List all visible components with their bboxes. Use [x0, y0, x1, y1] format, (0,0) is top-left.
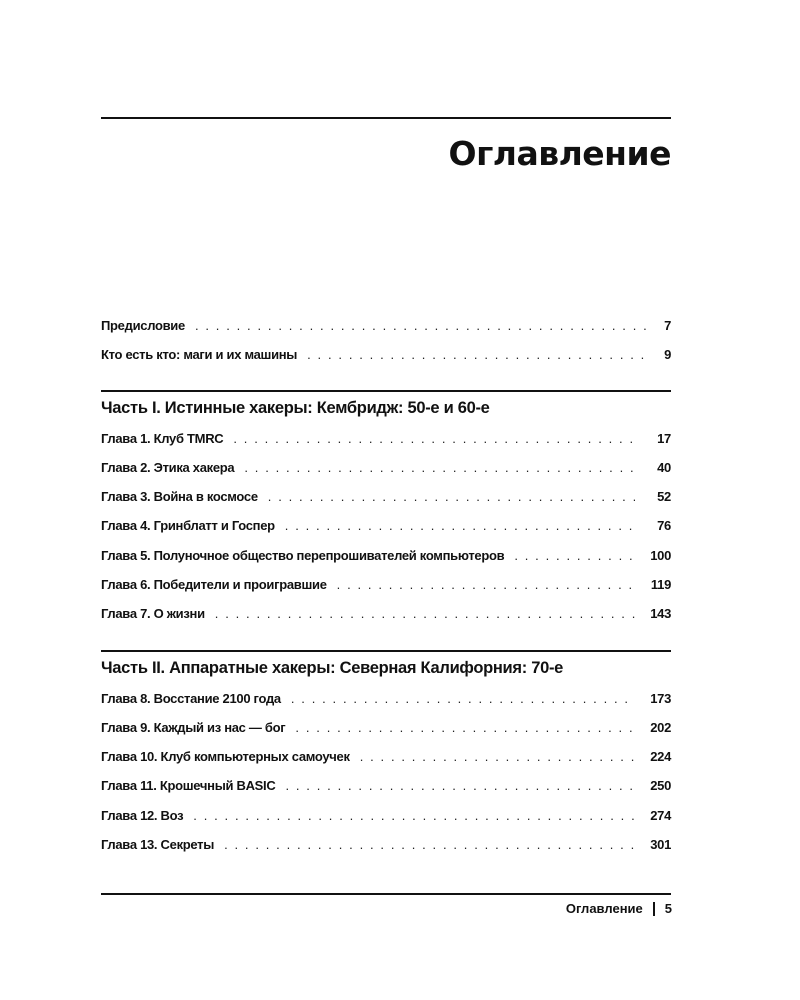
toc-entry-page: 301 — [650, 837, 671, 852]
toc-entry-page: 250 — [650, 778, 671, 793]
toc-entry-chapter-5[interactable] — [101, 546, 671, 566]
toc-entry-page: 274 — [650, 808, 671, 823]
toc-entry-label: Глава 11. Крошечный BASIC — [101, 778, 276, 793]
toc-entry-page: 7 — [664, 318, 671, 333]
dot-leader — [291, 689, 635, 709]
toc-entry-label: Глава 10. Клуб компьютерных самоучек — [101, 749, 350, 764]
toc-entry-label: Глава 6. Победители и проигравшие — [101, 577, 327, 592]
toc-entry-chapter-11[interactable] — [101, 776, 671, 796]
toc-entry-preface[interactable] — [101, 316, 671, 336]
part-2-heading[interactable]: Часть II. Аппаратные хакеры: Северная Калифорния: 70-е — [101, 659, 564, 677]
toc-entry-page: 40 — [657, 460, 671, 475]
toc-entry-page: 100 — [650, 548, 671, 563]
toc-entry-page: 224 — [650, 749, 671, 764]
toc-entry-label: Глава 8. Восстание 2100 года — [101, 691, 281, 706]
toc-entry-chapter-3[interactable] — [101, 487, 671, 507]
toc-entry-chapter-9[interactable] — [101, 718, 671, 738]
toc-entry-label: Глава 2. Этика хакера — [101, 460, 235, 475]
dot-leader — [215, 604, 635, 624]
toc-entry-label: Кто есть кто: маги и их машины — [101, 347, 298, 362]
page-title: Оглавление — [448, 134, 671, 173]
dot-leader — [224, 835, 635, 855]
toc-entry-label: Глава 12. Воз — [101, 808, 184, 823]
toc-entry-label: Предисловие — [101, 318, 185, 333]
toc-entry-chapter-6[interactable] — [101, 575, 671, 595]
dot-leader — [285, 776, 635, 796]
toc-entry-page: 119 — [650, 577, 671, 592]
toc-entry-chapter-2[interactable] — [101, 458, 671, 478]
dot-leader — [268, 487, 635, 507]
toc-entry-page: 9 — [664, 347, 671, 362]
dot-leader — [195, 316, 651, 336]
toc-entry-chapter-10[interactable] — [101, 747, 671, 767]
dot-leader — [233, 429, 635, 449]
dot-leader — [244, 458, 635, 478]
toc-entry-chapter-8[interactable] — [101, 689, 671, 709]
dot-leader — [285, 516, 635, 536]
toc-entry-label: Глава 1. Клуб TMRC — [101, 431, 224, 446]
dot-leader — [295, 718, 635, 738]
toc-entry-who-is-who[interactable] — [101, 345, 671, 365]
dot-leader — [514, 546, 635, 566]
footer-separator — [653, 902, 655, 916]
running-footer — [566, 899, 672, 919]
part-2-rule — [101, 650, 671, 652]
toc-entry-chapter-13[interactable] — [101, 835, 671, 855]
toc-entry-label: Глава 3. Война в космосе — [101, 489, 258, 504]
footer-section-title: Оглавление — [565, 901, 643, 916]
dot-leader — [360, 747, 635, 767]
toc-entry-page: 76 — [657, 518, 671, 533]
toc-entry-label: Глава 5. Полуночное общество перепрошивателей компьютеров — [101, 548, 505, 563]
toc-entry-label: Глава 13. Секреты — [101, 837, 215, 852]
dot-leader — [307, 345, 651, 365]
toc-entry-page: 17 — [657, 431, 671, 446]
toc-entry-chapter-4[interactable] — [101, 516, 671, 536]
toc-entry-chapter-12[interactable] — [101, 806, 671, 826]
toc-entry-label: Глава 7. О жизни — [101, 606, 205, 621]
part-1-rule — [101, 390, 671, 392]
toc-entry-page: 173 — [650, 691, 671, 706]
toc-entry-page: 52 — [657, 489, 671, 504]
dot-leader — [337, 575, 635, 595]
toc-entry-page: 143 — [650, 606, 671, 621]
toc-entry-page: 202 — [650, 720, 671, 735]
part-1-heading[interactable]: Часть I. Истинные хакеры: Кембридж: 50-е и 60-е — [101, 399, 490, 417]
toc-entry-label: Глава 4. Гринблатт и Госпер — [101, 518, 275, 533]
toc-entry-chapter-1[interactable] — [101, 429, 671, 449]
top-rule — [101, 117, 671, 119]
dot-leader — [193, 806, 635, 826]
footer-rule — [101, 893, 671, 895]
toc-entry-chapter-7[interactable] — [101, 604, 671, 624]
footer-page-number: 5 — [664, 901, 672, 916]
toc-entry-label: Глава 9. Каждый из нас — бог — [101, 720, 286, 735]
